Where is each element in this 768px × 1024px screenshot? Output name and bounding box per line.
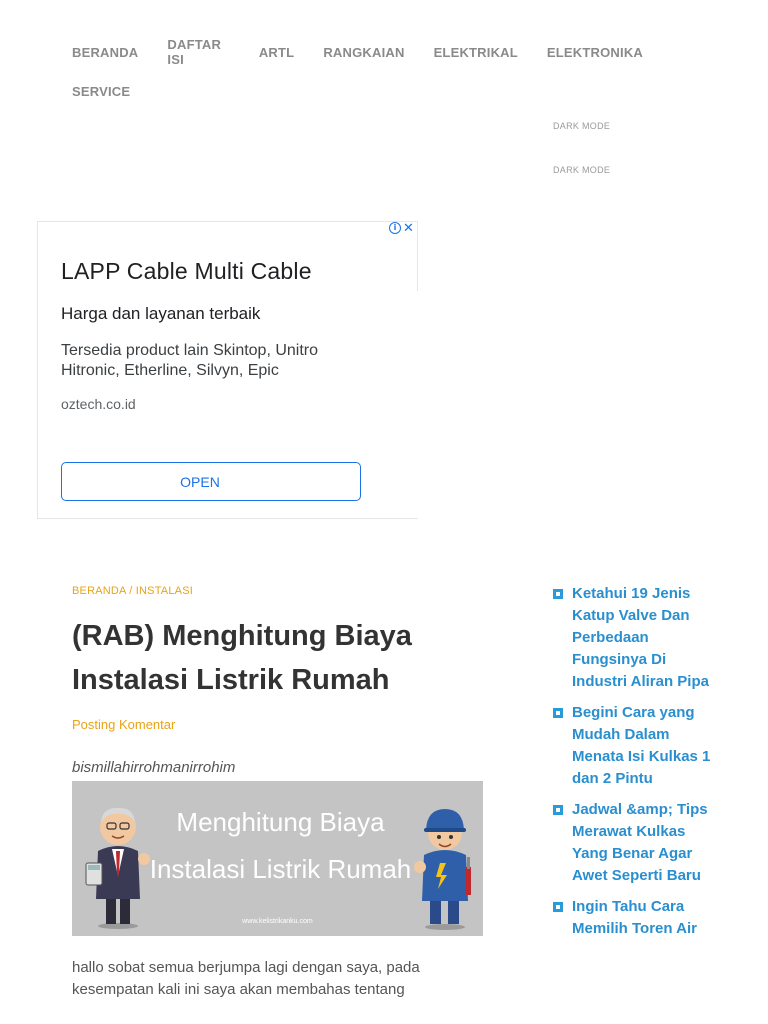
ad-description-line-2: Hitronic, Etherline, Silvyn, Epic <box>61 362 279 379</box>
sidebar-link-merawat-kulkas[interactable]: Jadwal &amp; Tips Merawat Kulkas Yang Benar Agar Awet Seperti Baru <box>572 801 708 884</box>
sidebar-link-katup-valve[interactable]: Ketahui 19 Jenis Katup Valve Dan Perbedaan Fungsinya Di Industri Aliran Pipa <box>572 585 709 690</box>
nav-row-1 <box>72 37 672 67</box>
breadcrumb <box>72 585 193 597</box>
square-bullet-icon <box>553 589 563 599</box>
article-hero-image <box>72 781 483 936</box>
breadcrumb-home[interactable]: BERANDA <box>72 585 126 597</box>
nav-item-daftar-isi[interactable]: DAFTAR ISI <box>167 37 222 67</box>
ad-subtitle: Harga dan layanan terbaik <box>61 304 261 323</box>
ad-border <box>417 221 418 291</box>
ad-controls <box>389 221 414 235</box>
sidebar-item <box>553 799 713 887</box>
post-comment-link[interactable]: Posting Komentar <box>72 717 176 732</box>
ad-description <box>61 341 318 381</box>
sidebar-item <box>553 702 713 790</box>
hero-heading-line-2: Instalasi Listrik Rumah <box>149 854 412 884</box>
article-title: (RAB) Menghitung Biaya Instalasi Listrik Rumah <box>72 620 412 696</box>
sidebar-item <box>553 583 713 693</box>
square-bullet-icon <box>553 805 563 815</box>
nav-row-2 <box>72 81 672 101</box>
article-intro: bismillahirrohmanirrohim <box>72 759 236 776</box>
main-nav <box>72 37 672 101</box>
ad-domain[interactable]: oztech.co.id <box>61 396 136 412</box>
square-bullet-icon <box>553 708 563 718</box>
ad-banner[interactable] <box>37 221 418 519</box>
ad-description-line-1: Tersedia product lain Skintop, Unitro <box>61 342 319 359</box>
square-bullet-icon <box>553 902 563 912</box>
nav-item-service[interactable]: SERVICE <box>72 83 131 99</box>
sidebar-link-toren-air[interactable]: Ingin Tahu Cara Memilih Toren Air <box>572 898 698 937</box>
ad-title[interactable]: LAPP Cable Multi Cable <box>61 258 312 284</box>
nav-item-elektronika[interactable]: ELEKTRONIKA <box>546 44 643 60</box>
nav-item-elektrikal[interactable]: ELEKTRIKAL <box>433 44 518 60</box>
dark-mode-toggle-secondary[interactable]: DARK MODE <box>553 165 611 175</box>
nav-item-beranda[interactable]: BERANDA <box>72 44 139 60</box>
info-icon[interactable]: i <box>389 222 401 234</box>
dark-mode-toggle[interactable]: DARK MODE <box>553 121 611 131</box>
nav-item-rangkaian[interactable]: RANGKAIAN <box>323 44 405 60</box>
sidebar-item <box>553 896 713 940</box>
nav-item-artl[interactable]: ARTL <box>258 44 295 60</box>
sidebar-link-menata-kulkas[interactable]: Begini Cara yang Mudah Dalam Menata Isi Kulkas 1 dan 2 Pintu <box>572 704 711 787</box>
hero-heading-line-1: Menghitung Biaya <box>176 807 385 837</box>
article-body: hallo sobat semua berjumpa lagi dengan saya, pada kesempatan kali ini saya akan membahas tentang <box>72 959 420 998</box>
hero-watermark-url: www.kelistrikanku.com <box>242 918 313 925</box>
close-icon[interactable]: ✕ <box>403 220 414 236</box>
electrician-illustration <box>410 803 480 933</box>
sidebar-related-posts <box>553 583 713 949</box>
breadcrumb-category[interactable]: INSTALASI <box>135 585 193 597</box>
ad-open-button[interactable]: OPEN <box>61 462 361 501</box>
breadcrumb-separator: / <box>125 585 136 597</box>
